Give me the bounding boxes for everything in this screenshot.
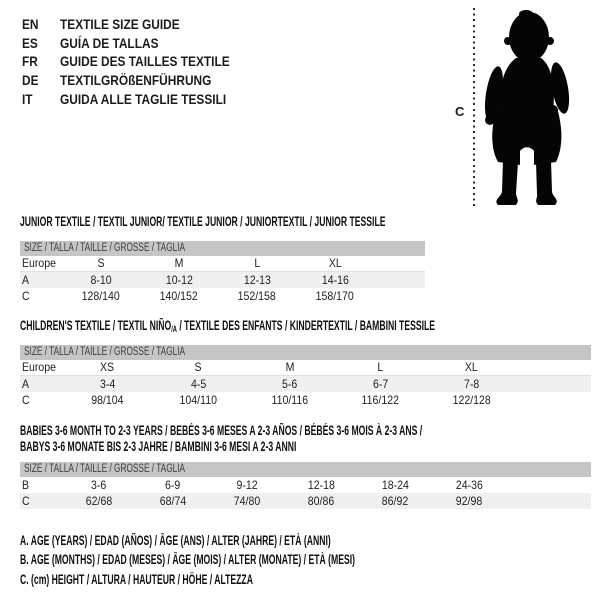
junior-row-a [20,272,425,288]
size-cell [62,493,136,509]
size-cell [296,256,374,271]
size-cell-text: 3-4 [99,377,116,391]
size-cell [358,493,432,509]
size-header-label: SIZE / TALLA / TAILLE / GRÖSSE / TAGLIA [24,346,186,358]
size-cell-text: S [97,256,105,270]
size-cell [140,288,218,304]
size-cell [244,376,335,392]
children-row-europe [20,360,591,376]
baby-leg-left [496,160,518,205]
row-label [20,288,62,304]
junior-row-c [20,288,425,304]
size-cell [244,392,335,408]
size-cell [296,272,374,288]
size-cell [153,360,244,375]
baby-torso [499,58,554,114]
row-label-text: A [22,273,30,287]
size-cell [358,477,432,493]
lang-row-fr [22,52,260,71]
size-cell [62,376,153,392]
size-cell-text: 8-10 [90,273,112,287]
row-label-text: Europe [22,360,57,374]
lang-title: GUIDA ALLE TAGLIE TESSILI [60,90,227,107]
lang-code: DE [22,72,39,89]
row-label-text: C [22,393,30,407]
size-cell-text: L [254,256,260,270]
lang-title: GUIDE DES TAILLES TEXTILE [60,53,230,70]
size-cell-text: 110/116 [271,393,308,407]
size-cell-text: 6-7 [372,377,389,391]
size-cell-text: 14-16 [321,273,349,287]
size-cell-text: XS [100,360,115,374]
note-height-cm: C. (cm) HEIGHT / ALTURA / HAUTEUR / HÖHE / ALTEZZA [20,571,253,587]
size-cell [62,288,140,304]
size-cell [218,256,296,271]
size-cell [244,360,335,375]
size-cell-text: 128/140 [81,289,121,303]
subscript-a: /A [171,324,177,334]
size-cell [426,360,517,375]
size-cell [284,477,358,493]
children-row-c [20,392,591,408]
size-cell [62,256,140,271]
size-cell [136,493,210,509]
size-cell [62,360,153,375]
size-cell [62,477,136,493]
size-cell-text: 92/98 [455,494,483,508]
lang-code: ES [22,34,38,51]
lang-row-es [22,34,260,53]
junior-size-table [20,241,425,304]
size-cell [432,493,506,509]
baby-shorts [492,108,561,165]
size-cell [153,376,244,392]
language-title-list [22,15,260,108]
size-cell-text: 152/158 [237,289,277,303]
row-label-text: A [22,377,30,391]
size-cell-text: XL [465,360,478,374]
size-cell [218,272,296,288]
children-size-header-bar [20,345,591,360]
baby-head [509,12,549,62]
size-cell-text: 80/86 [307,494,335,508]
size-cell [210,493,284,509]
size-cell-text: 86/92 [381,494,409,508]
note-age-years: A. AGE (YEARS) / EDAD (AÑOS) / ÂGE (ANS) / ALTER (JAHRE) / ETÀ (ANNI) [20,533,331,548]
size-cell-text: 6-9 [165,478,181,492]
row-label [20,360,62,375]
row-label [20,272,62,288]
row-label [20,256,62,271]
row-label-text: B [22,478,30,492]
size-cell [432,477,506,493]
size-cell-text: 98/104 [91,393,124,407]
size-cell [136,477,210,493]
size-cell-text: 140/152 [159,289,199,303]
size-cell-text: 122/128 [452,393,491,407]
size-cell-text: 12-18 [307,478,335,492]
row-label [20,392,62,408]
babies-size-table [20,462,591,509]
children-section-title: CHILDREN'S TEXTILE / TEXTIL NIÑO/A / TEXTILE DES ENFANTS / KINDERTEXTIL / BAMBINI TESSILE [20,318,436,334]
size-cell-text: 12-13 [243,273,271,287]
size-cell [210,477,284,493]
baby-ear-left [504,37,512,45]
size-cell-text: 3-6 [91,478,107,492]
size-cell [335,392,426,408]
note-age-months: B. AGE (MONTHS) / EDAD (MESES) / ÂGE (MOIS) / ALTER (MONATE) / ETÀ (MESI) [20,552,356,568]
size-cell-text: 74/80 [233,494,261,508]
size-cell [426,392,517,408]
babies-size-header-bar [20,462,591,477]
lang-code: FR [22,53,38,70]
babies-section-title: BABIES 3-6 MONTH TO 2-3 YEARS / BEBÉS 3-6 MESES A 2-3 AÑOS / BÉBÉS 3-6 MOIS À 2-3 ANS / BABYS 3-6 MONATE BIS 2-3 JAHRE / BAMBINI 3-6 MESI A 2-3 ANNI [20,423,423,454]
size-cell [335,376,426,392]
lang-row-it [22,89,260,108]
legend-notes [20,531,543,589]
size-header-label: SIZE / TALLA / TAILLE / GRÖSSE / TAGLIA [24,463,186,475]
size-cell [284,493,358,509]
baby-leg-right [536,160,557,205]
height-label-c: C [455,104,465,119]
size-cell-text: 4-5 [190,377,207,391]
size-cell [140,256,218,271]
size-cell [335,360,426,375]
children-row-a [20,376,591,392]
lang-title: TEXTILE SIZE GUIDE [60,16,180,33]
size-cell-text: 9-12 [236,478,258,492]
size-cell-text: 158/170 [315,289,355,303]
size-cell [426,376,517,392]
size-cell-text: 104/110 [179,393,218,407]
size-cell-text: 24-36 [455,478,483,492]
size-cell-text: 116/122 [361,393,400,407]
row-label [20,376,62,392]
row-label [20,477,62,493]
size-header-label: SIZE / TALLA / TAILLE / GRÖSSE / TAGLIA [24,242,186,254]
junior-row-europe [20,256,425,272]
size-cell-text: 5-6 [281,377,298,391]
row-label-text: C [22,494,30,508]
size-cell-text: 7-8 [463,377,480,391]
size-cell [153,392,244,408]
size-cell [296,288,374,304]
lang-code: IT [22,90,33,107]
height-dotted-line-icon [473,8,475,208]
children-size-table [20,345,591,408]
size-cell-text: 68/74 [159,494,187,508]
size-cell [62,392,153,408]
lang-row-en [22,15,260,34]
lang-title: TEXTILGRÖßENFÜHRUNG [60,72,212,89]
size-cell-text: L [377,360,384,374]
row-label [20,493,62,509]
baby-silhouette-image [479,8,571,208]
row-label-text: C [22,289,30,303]
size-cell [140,272,218,288]
size-cell [62,272,140,288]
size-cell-text: S [194,360,203,374]
size-cell-text: M [285,360,294,374]
size-cell [218,288,296,304]
lang-row-de [22,71,260,90]
junior-section-title: JUNIOR TEXTILE / TEXTIL JUNIOR/ TEXTILE JUNIOR / JUNIORTEXTIL / JUNIOR TESSILE [20,214,386,229]
baby-ear-right [546,37,554,45]
junior-size-header-bar [20,241,425,256]
size-cell-text: 62/68 [85,494,113,508]
row-label-text: Europe [22,256,57,270]
size-cell-text: 10-12 [165,273,193,287]
size-cell-text: 18-24 [381,478,409,492]
size-cell-text: XL [328,256,342,270]
size-cell-text: M [174,256,184,270]
babies-row-b [20,477,591,493]
lang-code: EN [22,16,39,33]
babies-row-c [20,493,591,509]
lang-title: GUÍA DE TALLAS [60,34,159,51]
